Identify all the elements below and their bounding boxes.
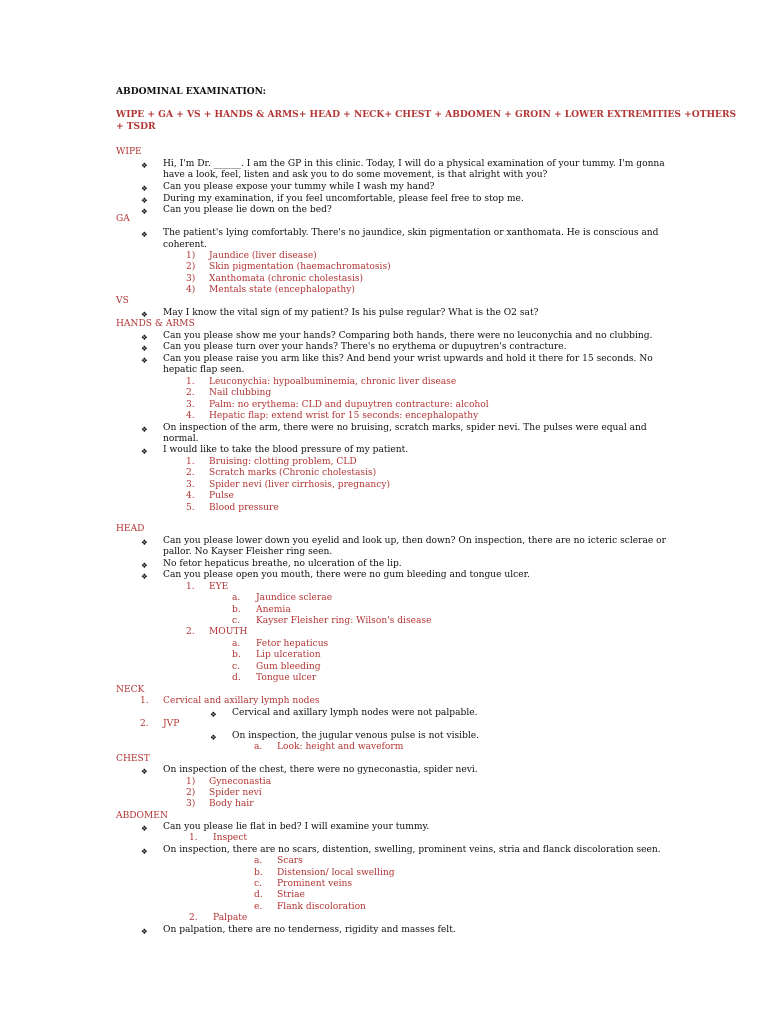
list-marker: a.: [254, 856, 263, 866]
list-item: [0, 777, 768, 788]
line-text: During my examination, if you feel uncomfortable, please feel free to stop me.: [163, 194, 524, 204]
text-line: [0, 536, 768, 547]
bullet-icon: ❖: [141, 161, 148, 170]
list-marker: 3.: [186, 480, 195, 490]
list-item-text: Anemia: [256, 605, 291, 615]
text-line: [0, 547, 768, 558]
list-item: [0, 673, 768, 684]
list-item: [0, 696, 768, 707]
line-text: Can you please lie down on the bed?: [163, 205, 332, 215]
list-item-text: Blood pressure: [209, 503, 279, 513]
list-marker: 1.: [189, 833, 198, 843]
text-line: [0, 354, 768, 365]
line-text: coherent.: [163, 240, 207, 250]
line-text: HANDS & ARMS: [116, 319, 195, 329]
line-text: GA: [116, 214, 130, 224]
list-item-text: Flank discoloration: [277, 902, 366, 912]
list-marker: b.: [254, 868, 263, 878]
list-item: [0, 457, 768, 468]
text-line: [0, 708, 768, 719]
bullet-icon: ❖: [141, 767, 148, 776]
list-item: [0, 582, 768, 593]
line-text: Can you please show me your hands? Comparing both hands, there were no leuconychia and no clubbing.: [163, 331, 653, 341]
section-heading: [0, 214, 768, 225]
line-text: Hi, I'm Dr. ______. I am the GP in this clinic. Today, I will do a physical examination of your tummy. I'm gonna: [163, 159, 665, 169]
list-item-text: Jaundice sclerae: [256, 593, 333, 603]
list-marker: 4): [186, 285, 196, 295]
list-marker: c.: [254, 879, 262, 889]
list-marker: 1): [186, 251, 196, 261]
text-line: [0, 925, 768, 936]
list-item: [0, 650, 768, 661]
text-line: [0, 423, 768, 434]
list-marker: b.: [232, 650, 241, 660]
list-item-text: Spider nevi (liver cirrhosis, pregnancy): [209, 480, 391, 490]
list-marker: 1.: [186, 457, 195, 467]
list-item-text: Look: height and waveform: [277, 742, 404, 752]
text-line: [0, 731, 768, 742]
bullet-icon: ❖: [141, 207, 148, 216]
list-item-text: Body hair: [209, 799, 254, 809]
text-line: [0, 228, 768, 239]
list-marker: 2.: [186, 627, 195, 637]
list-item-text: Palpate: [213, 913, 248, 923]
bullet-icon: ❖: [141, 824, 148, 833]
section-heading: [0, 147, 768, 158]
list-marker: a.: [232, 639, 241, 649]
list-item: [0, 400, 768, 411]
list-item: [0, 411, 768, 422]
bullet-icon: ❖: [141, 927, 148, 936]
text-line: [0, 845, 768, 856]
list-item-text: Tongue ulcer: [256, 673, 317, 683]
text-line: [0, 445, 768, 456]
list-item-text: Xanthomata (chronic cholestasis): [209, 274, 364, 284]
text-line: [0, 342, 768, 353]
list-item-text: Jaundice (liver disease): [209, 251, 317, 261]
line-text: pallor. No Kayser Fleisher ring seen.: [163, 547, 333, 557]
list-item: [0, 274, 768, 285]
text-line: [0, 159, 768, 170]
section-heading: [0, 524, 768, 535]
text-line: [0, 765, 768, 776]
line-text: CHEST: [116, 754, 150, 764]
list-item: [0, 719, 768, 730]
list-marker: c.: [232, 616, 240, 626]
bullet-icon: ❖: [141, 847, 148, 856]
text-line: [0, 331, 768, 342]
list-marker: 2.: [186, 388, 195, 398]
list-item: [0, 799, 768, 810]
list-marker: 2.: [186, 468, 195, 478]
section-heading: [0, 319, 768, 330]
document-title-row: [0, 86, 768, 97]
list-marker: 2): [186, 262, 196, 272]
list-item-text: Palm: no erythema: CLD and dupuytren contracture: alcohol: [209, 400, 489, 410]
bullet-icon: ❖: [141, 333, 148, 342]
list-item: [0, 616, 768, 627]
list-item-text: Nail clubbing: [209, 388, 272, 398]
section-heading: [0, 296, 768, 307]
list-item-text: Leuconychia: hypoalbuminemia, chronic liver disease: [209, 377, 457, 387]
list-marker: 1.: [186, 377, 195, 387]
list-item-text: Gyneconastia: [209, 777, 272, 787]
summary-row-2: [0, 121, 768, 132]
list-item: [0, 856, 768, 867]
list-item: [0, 627, 768, 638]
list-item: [0, 251, 768, 262]
list-item: [0, 833, 768, 844]
list-marker: 2.: [189, 913, 198, 923]
line-text: The patient's lying comfortably. There's no jaundice, skin pigmentation or xanthomata. He is conscious and: [163, 228, 659, 238]
list-marker: 1): [186, 777, 196, 787]
section-heading: [0, 811, 768, 822]
list-marker: c.: [232, 662, 240, 672]
list-item-text: Mentals state (encephalopathy): [209, 285, 355, 295]
list-item-text: JVP: [163, 719, 180, 729]
list-item: [0, 605, 768, 616]
line-text: have a look, feel, listen and ask you to do some movement, is that alright with you?: [163, 170, 548, 180]
list-item-text: Pulse: [209, 491, 234, 501]
list-item: [0, 890, 768, 901]
list-item: [0, 742, 768, 753]
text-line: [0, 170, 768, 181]
list-item-text: Striae: [277, 890, 305, 900]
list-item-text: MOUTH: [209, 627, 248, 637]
line-text: Can you please raise you arm like this? And bend your wrist upwards and hold it there for 15 seconds. No: [163, 354, 653, 364]
bullet-icon: ❖: [141, 344, 148, 353]
list-marker: 2.: [140, 719, 149, 729]
list-marker: 4.: [186, 411, 195, 421]
line-text: NECK: [116, 685, 145, 695]
line-text: I would like to take the blood pressure of my patient.: [163, 445, 409, 455]
list-item-text: Gum bleeding: [256, 662, 321, 672]
bullet-icon: ❖: [210, 733, 217, 742]
list-marker: 1.: [140, 696, 149, 706]
list-marker: 1.: [186, 582, 195, 592]
section-heading: [0, 754, 768, 765]
list-item: [0, 377, 768, 388]
list-item-text: Bruising: clotting problem, CLD: [209, 457, 357, 467]
line-text: HEAD: [116, 524, 145, 534]
line-text: On inspection, the jugular venous pulse is not visible.: [232, 731, 480, 741]
list-item: [0, 662, 768, 673]
line-text: Can you please lie flat in bed? I will examine your tummy.: [163, 822, 430, 832]
list-marker: 3): [186, 799, 196, 809]
list-item-text: Distension/ local swelling: [277, 868, 395, 878]
line-text: VS: [116, 296, 129, 306]
text-line: [0, 559, 768, 570]
list-item: [0, 491, 768, 502]
line-text: On inspection of the arm, there were no bruising, scratch marks, spider nevi. The pulses were equal and: [163, 423, 647, 433]
bullet-icon: ❖: [141, 561, 148, 570]
text-line: [0, 822, 768, 833]
list-item: [0, 788, 768, 799]
list-item: [0, 879, 768, 890]
bullet-icon: ❖: [141, 538, 148, 547]
list-item-text: Cervical and axillary lymph nodes: [163, 696, 320, 706]
line-text: On inspection, there are no scars, distention, swelling, prominent veins, stria and flanck discoloration seen.: [163, 845, 661, 855]
line-text: Can you please turn over your hands? There's no erythema or dupuytren's contracture.: [163, 342, 567, 352]
text-line: [0, 308, 768, 319]
line-text: hepatic flap seen.: [163, 365, 245, 375]
list-marker: b.: [232, 605, 241, 615]
line-text: On palpation, there are no tenderness, rigidity and masses felt.: [163, 925, 456, 935]
list-marker: d.: [232, 673, 241, 683]
line-text: Can you please expose your tummy while I wash my hand?: [163, 182, 435, 192]
text-line: [0, 434, 768, 445]
text-line: [0, 570, 768, 581]
list-item: [0, 902, 768, 913]
text-line: [0, 240, 768, 251]
list-item-text: Fetor hepaticus: [256, 639, 329, 649]
list-item: [0, 388, 768, 399]
summary-line-1: WIPE + GA + VS + HANDS & ARMS+ HEAD + NECK+ CHEST + ABDOMEN + GROIN + LOWER EXTREMITIES +OTHERS: [116, 109, 737, 120]
text-line: [0, 365, 768, 376]
bullet-icon: ❖: [210, 710, 217, 719]
bullet-icon: ❖: [141, 310, 148, 319]
section-heading: [0, 685, 768, 696]
line-text: ABDOMEN: [116, 811, 168, 821]
bullet-icon: ❖: [141, 230, 148, 239]
list-marker: e.: [254, 902, 263, 912]
list-item-text: Scars: [277, 856, 303, 866]
line-text: Cervical and axillary lymph nodes were not palpable.: [232, 708, 478, 718]
list-item-text: Lip ulceration: [256, 650, 321, 660]
list-item: [0, 503, 768, 514]
summary-row-1: [0, 109, 768, 120]
list-item-text: Spider nevi: [209, 788, 262, 798]
line-text: On inspection of the chest, there were no gyneconastia, spider nevi.: [163, 765, 478, 775]
document-title: ABDOMINAL EXAMINATION:: [116, 86, 266, 97]
list-marker: 3.: [186, 400, 195, 410]
list-item-text: Skin pigmentation (haemachromatosis): [209, 262, 391, 272]
list-item: [0, 913, 768, 924]
line-text: May I know the vital sign of my patient? Is his pulse regular? What is the O2 sat?: [163, 308, 539, 318]
list-item-text: Kayser Fleisher ring: Wilson's disease: [256, 616, 432, 626]
list-marker: 4.: [186, 491, 195, 501]
list-item: [0, 285, 768, 296]
list-item-text: Inspect: [213, 833, 248, 843]
line-text: WIPE: [116, 147, 142, 157]
list-marker: 5.: [186, 503, 195, 513]
bullet-icon: ❖: [141, 356, 148, 365]
list-marker: 2): [186, 788, 196, 798]
list-item: [0, 262, 768, 273]
list-item-text: Hepatic flap: extend wrist for 15 seconds: encephalopathy: [209, 411, 479, 421]
list-marker: a.: [232, 593, 241, 603]
line-text: No fetor hepaticus breathe, no ulceration of the lip.: [163, 559, 402, 569]
bullet-icon: ❖: [141, 425, 148, 434]
list-item: [0, 480, 768, 491]
bullet-icon: ❖: [141, 447, 148, 456]
list-marker: a.: [254, 742, 263, 752]
line-text: Can you please lower down you eyelid and look up, then down? On inspection, there are no icteric sclerae or: [163, 536, 666, 546]
line-text: Can you please open you mouth, there were no gum bleeding and tongue ulcer.: [163, 570, 530, 580]
list-item-text: Scratch marks (Chronic cholestasis): [209, 468, 377, 478]
list-marker: 3): [186, 274, 196, 284]
list-item: [0, 868, 768, 879]
line-text: normal.: [163, 434, 199, 444]
bullet-icon: ❖: [141, 572, 148, 581]
list-item: [0, 593, 768, 604]
list-marker: d.: [254, 890, 263, 900]
list-item-text: Prominent veins: [277, 879, 353, 889]
text-line: [0, 182, 768, 193]
text-line: [0, 194, 768, 205]
summary-line-2: + TSDR: [116, 121, 156, 132]
list-item: [0, 639, 768, 650]
list-item-text: EYE: [209, 582, 229, 592]
list-item: [0, 468, 768, 479]
bullet-icon: ❖: [141, 184, 148, 193]
bullet-icon: ❖: [141, 196, 148, 205]
